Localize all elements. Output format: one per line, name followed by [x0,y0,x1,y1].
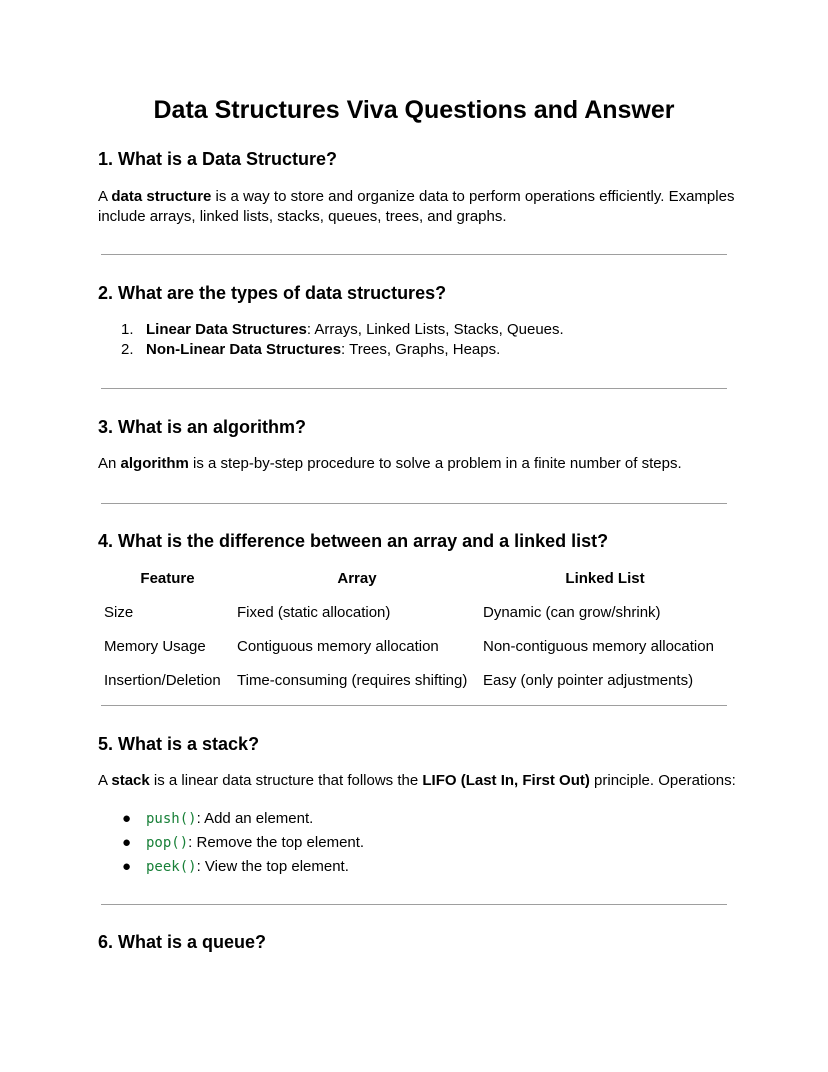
answer-text: A [98,772,112,789]
answer-text: is a step-by-step procedure to solve a problem in a finite number of steps. [188,455,682,472]
list-item [98,855,364,879]
table-cell: Dynamic (can grow/shrink) [483,603,661,621]
question-6-heading: 6. What is a queue? [98,932,267,952]
table-header-row [98,561,727,595]
section-divider [101,388,727,389]
answer-text: is a way to store and organize data to perform operations efficiently. Examples include arrays, linked lists, stacks, queues, trees, and graphs. [98,188,735,225]
table-row [98,629,727,663]
table-cell: Memory Usage [104,637,206,655]
table-row [98,663,727,697]
question-1-answer [98,187,738,227]
section-divider [101,904,727,905]
list-number: 1. [121,321,134,338]
table-row [98,595,727,629]
table-cell: Time-consuming (requires shifting) [237,671,468,689]
table-cell: Non-contiguous memory allocation [483,637,714,655]
answer-term: LIFO (Last In, First Out) [422,772,590,789]
comparison-table [98,561,728,697]
question-1-heading: 1. What is a Data Structure? [98,149,338,169]
question-2-heading: 2. What are the types of data structures? [98,283,447,303]
table-header: Linked List [565,569,645,587]
table-cell: Contiguous memory allocation [237,637,439,655]
answer-text: A [98,188,112,205]
code-snippet: peek() [146,859,197,875]
table-cell: Insertion/Deletion [104,671,221,689]
table-header: Feature [140,569,195,587]
section-divider [101,705,727,706]
bullet-icon: ● [122,834,132,851]
answer-term: algorithm [120,455,189,472]
section-divider [101,503,727,504]
table-header: Array [337,569,377,587]
list-item-text: : Arrays, Linked Lists, Stacks, Queues. [306,321,564,338]
answer-term: stack [111,772,150,789]
list-item-text: : Remove the top element. [188,834,365,851]
list-item-term: Non-Linear Data Structures [146,341,342,358]
stack-operations-list [98,807,364,879]
table-cell: Size [104,603,134,621]
code-snippet: push() [146,811,197,827]
code-snippet: pop() [146,835,189,851]
list-number: 2. [121,341,134,358]
bullet-icon: ● [122,858,132,875]
bullet-icon: ● [122,810,132,827]
question-3-heading: 3. What is an algorithm? [98,417,307,437]
list-item-term: Linear Data Structures [146,321,307,338]
answer-text: principle. Operations: [589,772,736,789]
table-cell: Fixed (static allocation) [237,603,391,621]
section-divider [101,254,727,255]
list-item [98,340,564,360]
list-item [98,320,564,340]
page-title: Data Structures Viva Questions and Answer [153,96,675,124]
question-5-answer [98,771,758,791]
question-4-heading: 4. What is the difference between an array and a linked list? [98,531,609,551]
list-item-text: : Add an element. [196,810,314,827]
types-list [98,320,564,360]
list-item-text: : Trees, Graphs, Heaps. [341,341,501,358]
list-item [98,831,364,855]
answer-term: data structure [111,188,212,205]
answer-text: An [98,455,121,472]
table-cell: Easy (only pointer adjustments) [483,671,694,689]
list-item [98,807,364,831]
list-item-text: : View the top element. [196,858,349,875]
answer-text: is a linear data structure that follows the [149,772,423,789]
question-5-heading: 5. What is a stack? [98,734,260,754]
question-3-answer [98,454,738,474]
